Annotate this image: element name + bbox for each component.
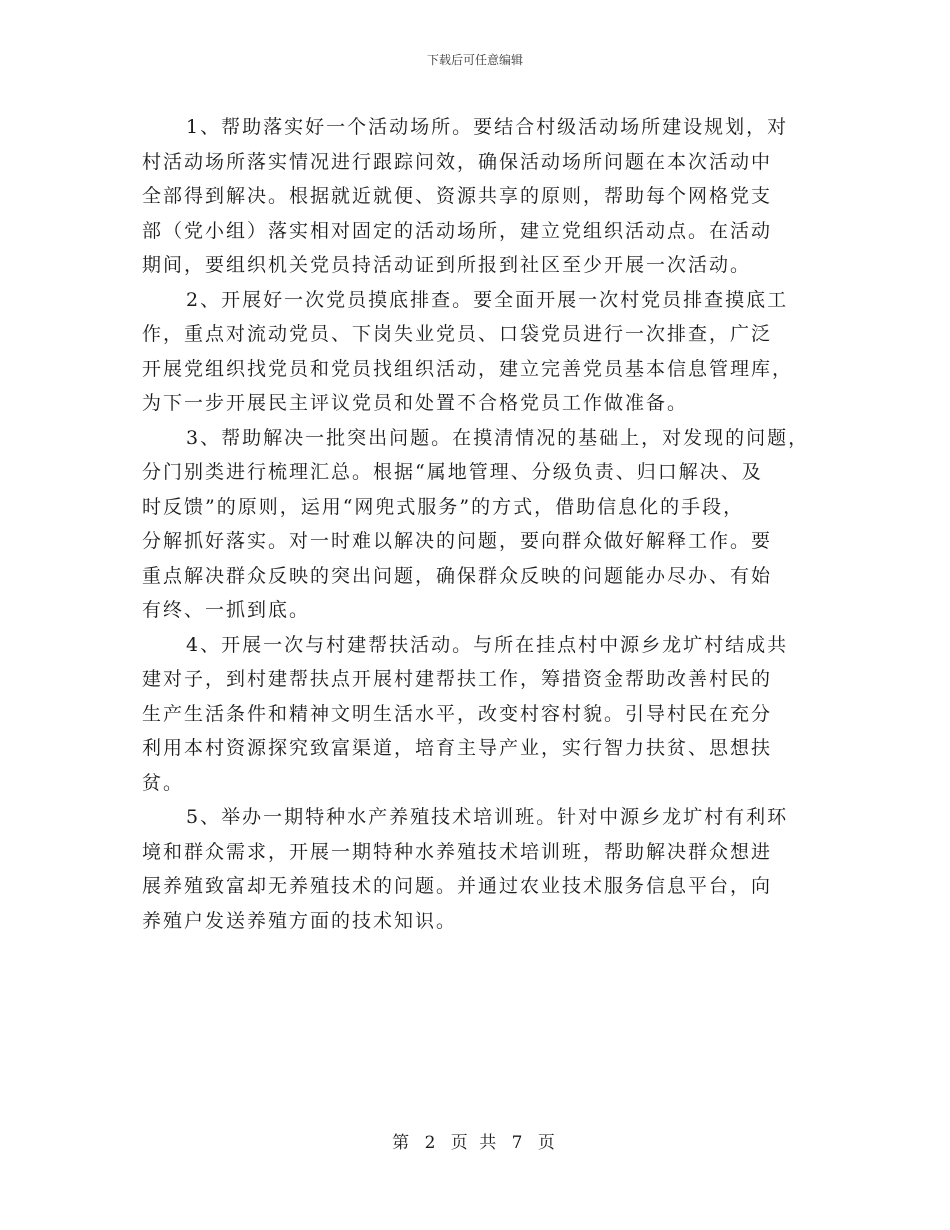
footer-suffix: 页: [537, 1133, 558, 1153]
paragraph-line: 部（党小组）落实相对固定的活动场所，建立党组织活动点。在活动: [142, 219, 773, 242]
paragraph-1: [142, 110, 810, 283]
paragraph-line: 全部得到解决。根据就近就便、资源共享的原则，帮助每个网格党支: [142, 185, 773, 207]
paragraph-line: 境和群众需求，开展一期特种水养殖技术培训班，帮助解决群众想进: [142, 840, 773, 863]
paragraph-line: 3、帮助解决一批突出问题。在摸清情况的基础上，对发现的问题，: [186, 426, 810, 449]
paragraph-line: 5、举办一期特种水产养殖技术培训班。针对中源乡龙圹村有利环: [186, 806, 789, 828]
paragraph-line: 2、开展好一次党员摸底排查。要全面开展一次村党员排查摸底工: [186, 288, 789, 311]
paragraph-line: 贫。: [142, 771, 185, 794]
paragraph-line: 有终、一抓到底。: [142, 599, 311, 621]
document-body: [142, 110, 810, 938]
paragraph-line: 4、开展一次与村建帮扶活动。与所在挂点村中源乡龙圹村结成共: [186, 633, 789, 656]
paragraph-line: 为下一步开展民主评议党员和处置不合格党员工作做准备。: [142, 392, 689, 414]
paragraph-line: 分门别类进行梳理汇总。根据“属地管理、分级负责、归口解决、及: [142, 461, 763, 483]
paragraph-line: 作，重点对流动党员、下岗失业党员、口袋党员进行一次排查，广泛: [142, 323, 773, 345]
paragraph-line: 时反馈”的原则，运用“网兜式服务”的方式，借助信息化的手段，: [142, 495, 745, 518]
paragraph-line: 利用本村资源探究致富渠道，培育主导产业，实行智力扶贫、思想扶: [142, 737, 773, 759]
paragraph-5: [142, 800, 810, 938]
paragraph-line: 建对子，到村建帮扶点开展村建帮扶工作，筹措资金帮助改善村民的: [142, 668, 773, 690]
paragraph-line: 生产生活条件和精神文明生活水平，改变村容村貌。引导村民在充分: [142, 702, 773, 725]
paragraph-line: 重点解决群众反映的突出问题，确保群众反映的问题能办尽办、有始: [142, 564, 773, 587]
paragraph-line: 展养殖致富却无养殖技术的问题。并通过农业技术服务信息平台，向: [142, 875, 773, 897]
paragraph-line: 村活动场所落实情况进行跟踪问效，确保活动场所问题在本次活动中: [142, 150, 773, 173]
total-page-count: 7: [511, 1133, 526, 1153]
footer-middle: 页 共: [450, 1133, 500, 1153]
paragraph-3: [142, 421, 810, 628]
current-page-number: 2: [424, 1133, 439, 1153]
paragraph-4: [142, 628, 810, 801]
paragraph-line: 期间，要组织机关党员持活动证到所报到社区至少开展一次活动。: [142, 254, 752, 276]
paragraph-line: 分解抓好落实。对一时难以解决的问题，要向群众做好解释工作。要: [142, 530, 773, 552]
paragraph-line: 养殖户发送养殖方面的技术知识。: [142, 909, 458, 932]
page-footer: [0, 1128, 950, 1153]
paragraph-line: 开展党组织找党员和党员找组织活动，建立完善党员基本信息管理库，: [142, 357, 794, 380]
paragraph-2: [142, 283, 810, 421]
footer-prefix: 第: [392, 1133, 413, 1153]
page-header: 下载后可任意编辑: [426, 53, 523, 67]
paragraph-line: 1、帮助落实好一个活动场所。要结合村级活动场所建设规划，对: [186, 116, 789, 138]
